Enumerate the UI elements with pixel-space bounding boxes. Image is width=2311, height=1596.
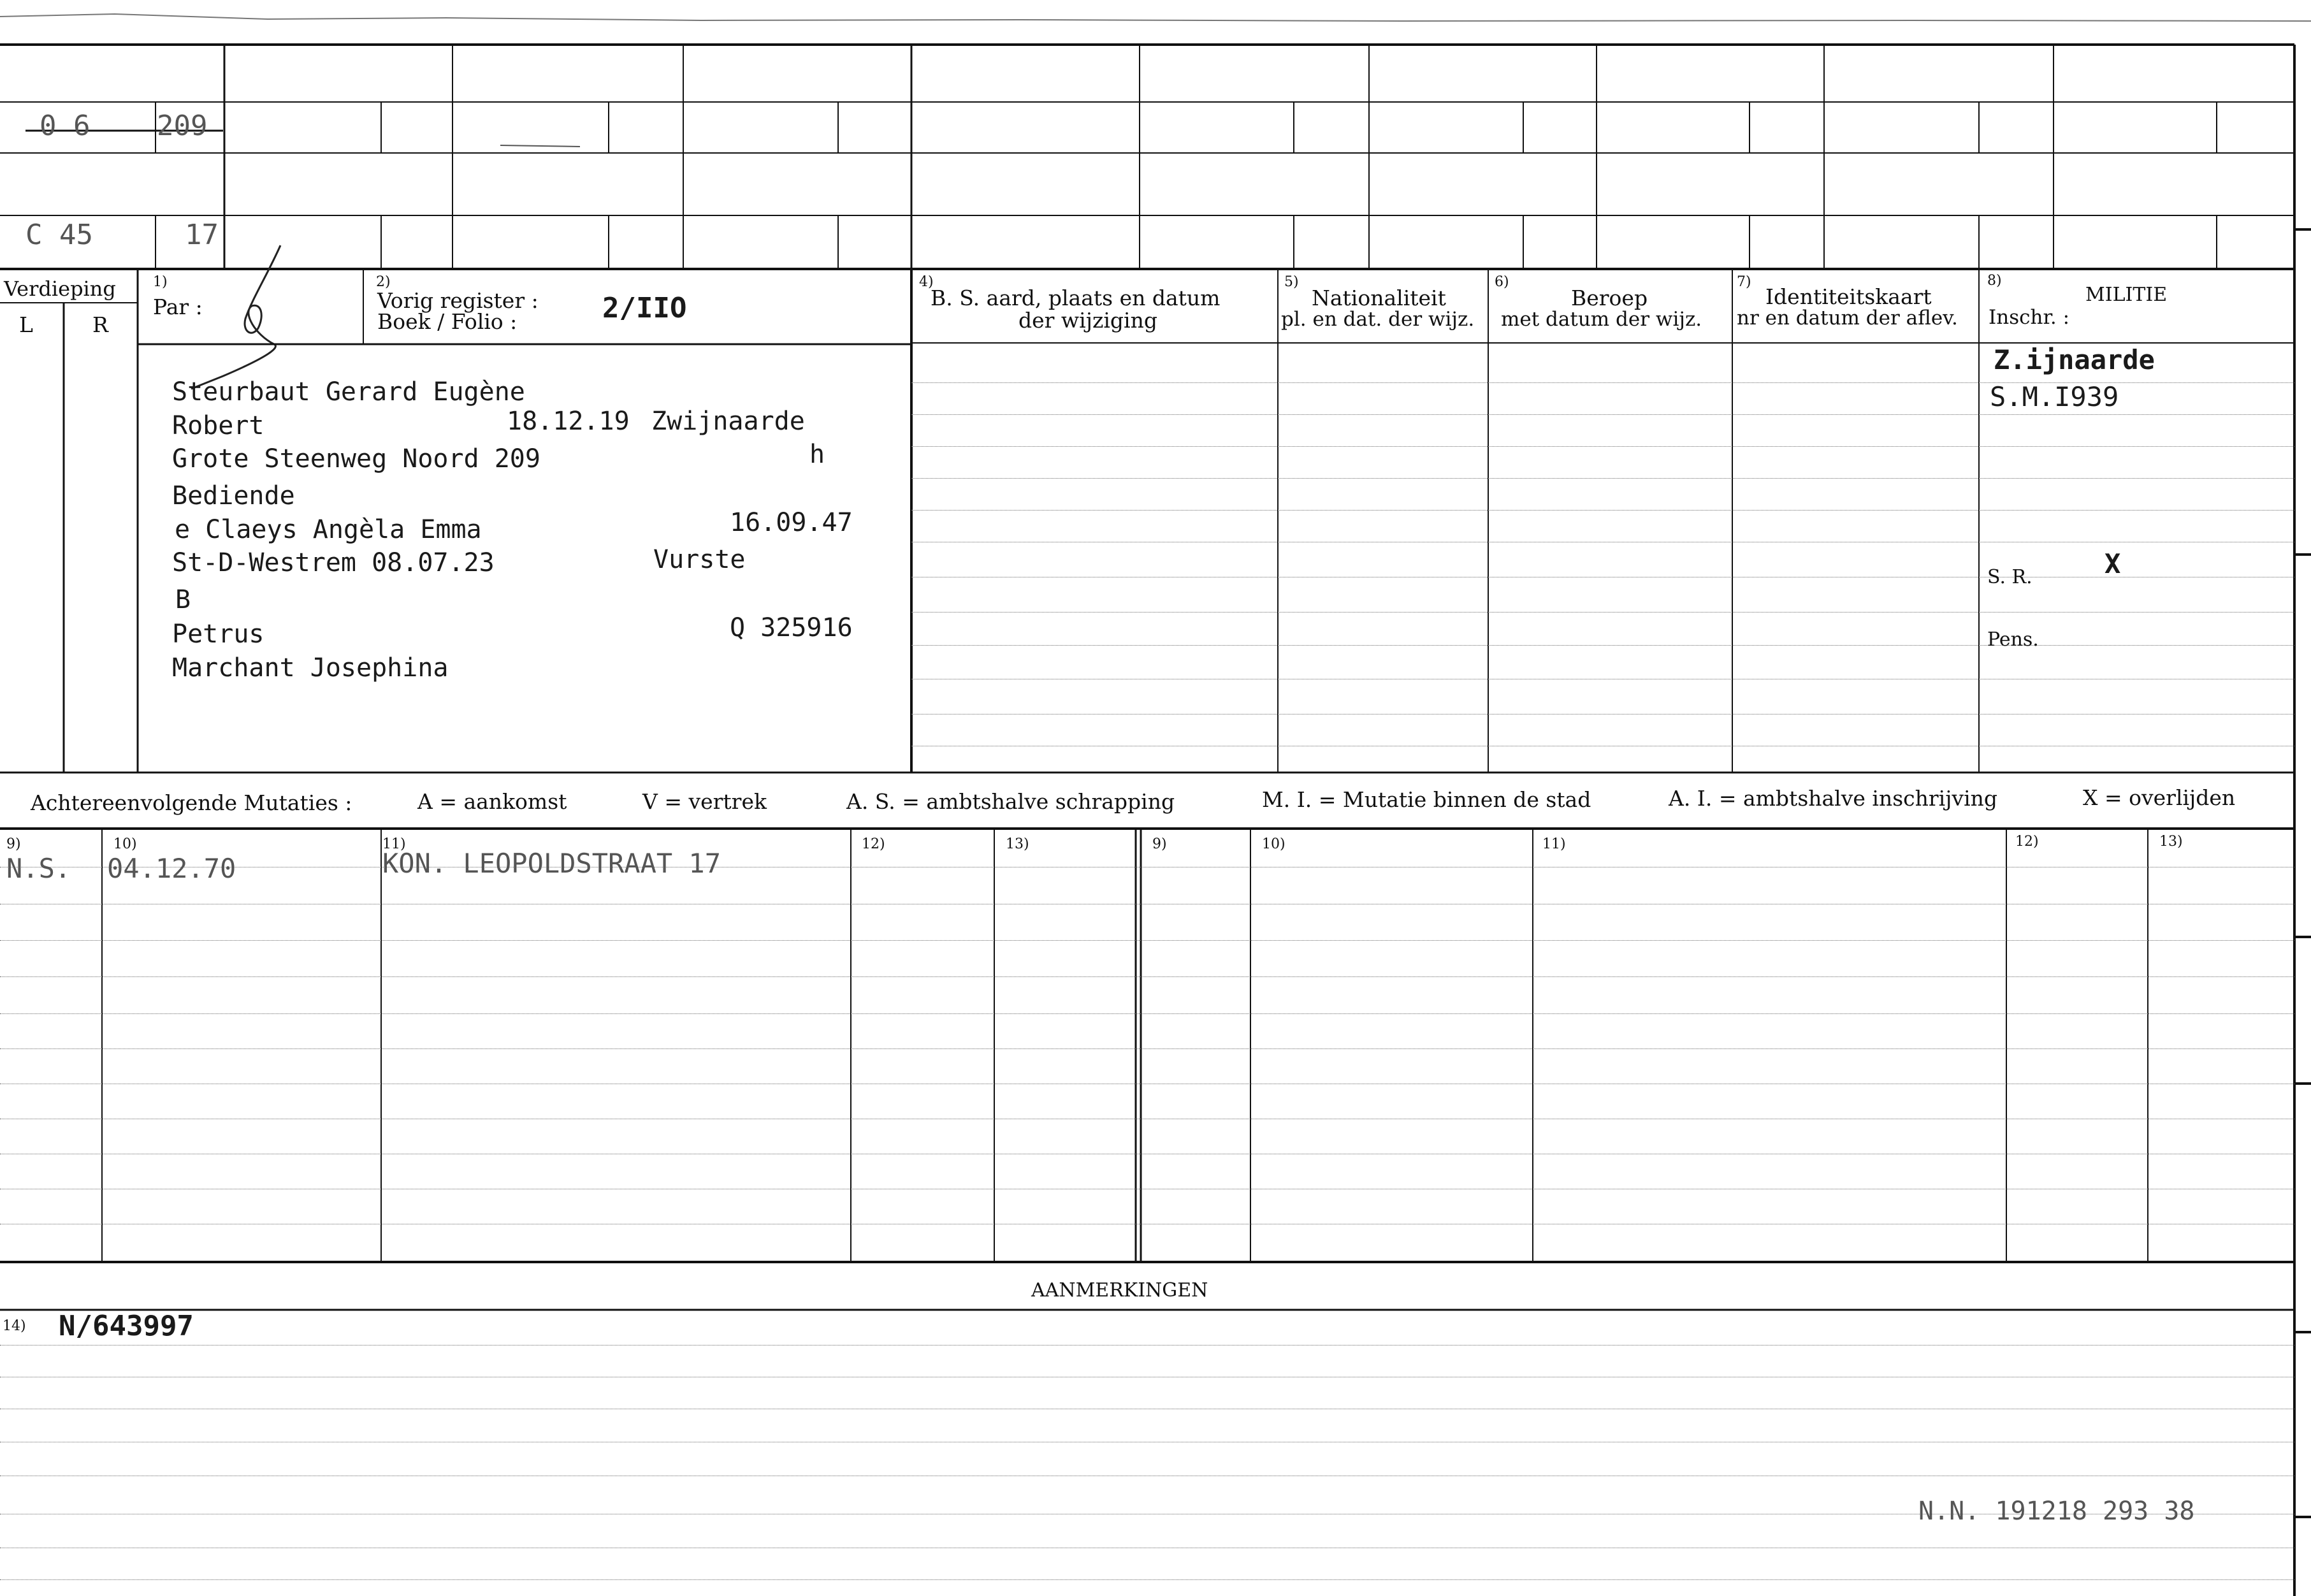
legend-a: A = aankomst: [417, 789, 567, 814]
bs-header-line2: der wijziging: [1018, 308, 1157, 333]
sr-value: X: [2105, 548, 2121, 579]
spouse-name: e Claeys Angèla Emma: [175, 515, 482, 544]
militie-year: S.M.I939: [1990, 381, 2119, 412]
remarks-title: AANMERKINGEN: [1031, 1279, 1208, 1302]
verdieping-label: Verdieping: [4, 277, 116, 301]
id-header-line2: nr en datum der aflev.: [1737, 307, 1958, 330]
l-label: L: [19, 312, 33, 337]
r-label: R: [92, 312, 108, 337]
inschr-label: Inschr. :: [1989, 306, 2070, 329]
person-first-name: Robert: [172, 411, 264, 440]
mutation-address: KON. LEOPOLDSTRAAT 17: [382, 848, 721, 879]
footnote-1: 1): [153, 274, 168, 290]
grid-number-1: 209: [157, 110, 208, 142]
nat-header-line2: pl. en dat. der wijz.: [1281, 308, 1475, 331]
par-label: Par :: [153, 294, 203, 319]
address-code: h: [809, 440, 825, 469]
footnote-4: 4): [919, 274, 934, 290]
id-number: Q 325916: [730, 613, 853, 642]
occupation: Bediende: [172, 481, 295, 511]
boek-folio-value: 2/IIO: [602, 292, 687, 324]
boek-folio-label: Boek / Folio :: [377, 309, 518, 334]
grid-code-1: 0 6: [40, 110, 91, 142]
grid-number-2: 17: [185, 219, 219, 251]
father-name: Petrus: [172, 620, 264, 649]
mut-col-10b: 10): [1262, 836, 1286, 852]
spouse-birth: St-D-Westrem 08.07.23: [172, 548, 495, 577]
militie-header: MILITIE: [2085, 284, 2168, 306]
footnote-7: 7): [1737, 274, 1751, 290]
sr-label: S. R.: [1987, 566, 2032, 588]
legend-as: A. S. = ambtshalve schrapping: [846, 789, 1175, 814]
footnote-2: 2): [376, 274, 391, 290]
mut-col-13b: 13): [2159, 834, 2183, 850]
mut-col-9b: 9): [1152, 836, 1167, 852]
footnote-14: 14): [3, 1318, 26, 1334]
remarks-value: N/643997: [59, 1310, 194, 1342]
mut-col-9: 9): [6, 836, 21, 852]
mut-col-11b: 11): [1542, 836, 1566, 852]
mother-name: Marchant Josephina: [172, 653, 449, 683]
legend-mi: M. I. = Mutatie binnen de stad: [1262, 787, 1591, 812]
footnote-6: 6): [1495, 274, 1509, 290]
legend-x: X = overlijden: [2083, 785, 2236, 810]
footnote-8: 8): [1987, 273, 2002, 289]
birth-date: 18.12.19: [507, 407, 630, 436]
marriage-date: 16.09.47: [730, 508, 853, 537]
bs-header-line1: B. S. aard, plaats en datum: [931, 286, 1221, 310]
beroep-header-line1: Beroep: [1571, 286, 1648, 310]
torn-top-edge: [0, 14, 2311, 21]
mut-col-12b: 12): [2015, 834, 2039, 850]
mutation-code: N.S.: [6, 853, 71, 884]
footnote-5: 5): [1284, 274, 1299, 290]
birth-place: Zwijnaarde: [651, 407, 805, 436]
footer-reference: N.N. 191218 293 38: [1918, 1497, 2195, 1526]
address: Grote Steenweg Noord 209: [172, 444, 540, 474]
spouse-city: Vurste: [653, 545, 746, 574]
person-full-name: Steurbaut Gerard Eugène: [172, 377, 525, 407]
legend-v: V = vertrek: [642, 789, 767, 814]
mut-col-10: 10): [113, 836, 137, 852]
handwritten-scribble: [191, 245, 280, 389]
militie-place: Z.ijnaarde: [1994, 344, 2155, 375]
vorig-register-label: Vorig register :: [377, 288, 539, 313]
legend-title: Achtereenvolgende Mutaties :: [31, 790, 352, 815]
mut-col-13: 13): [1006, 836, 1029, 852]
id-header-line1: Identiteitskaart: [1765, 284, 1932, 309]
legend-ai: A. I. = ambtshalve inschrijving: [1669, 786, 1998, 811]
mut-col-11: 11): [382, 836, 406, 852]
mut-col-12: 12): [862, 836, 885, 852]
person-code-b: B: [175, 585, 191, 614]
nat-header-line1: Nationaliteit: [1312, 286, 1446, 310]
mutation-date: 04.12.70: [107, 853, 236, 884]
grid-code-2: C 45: [25, 219, 93, 251]
beroep-header-line2: met datum der wijz.: [1501, 308, 1702, 331]
pens-label: Pens.: [1987, 628, 2039, 651]
